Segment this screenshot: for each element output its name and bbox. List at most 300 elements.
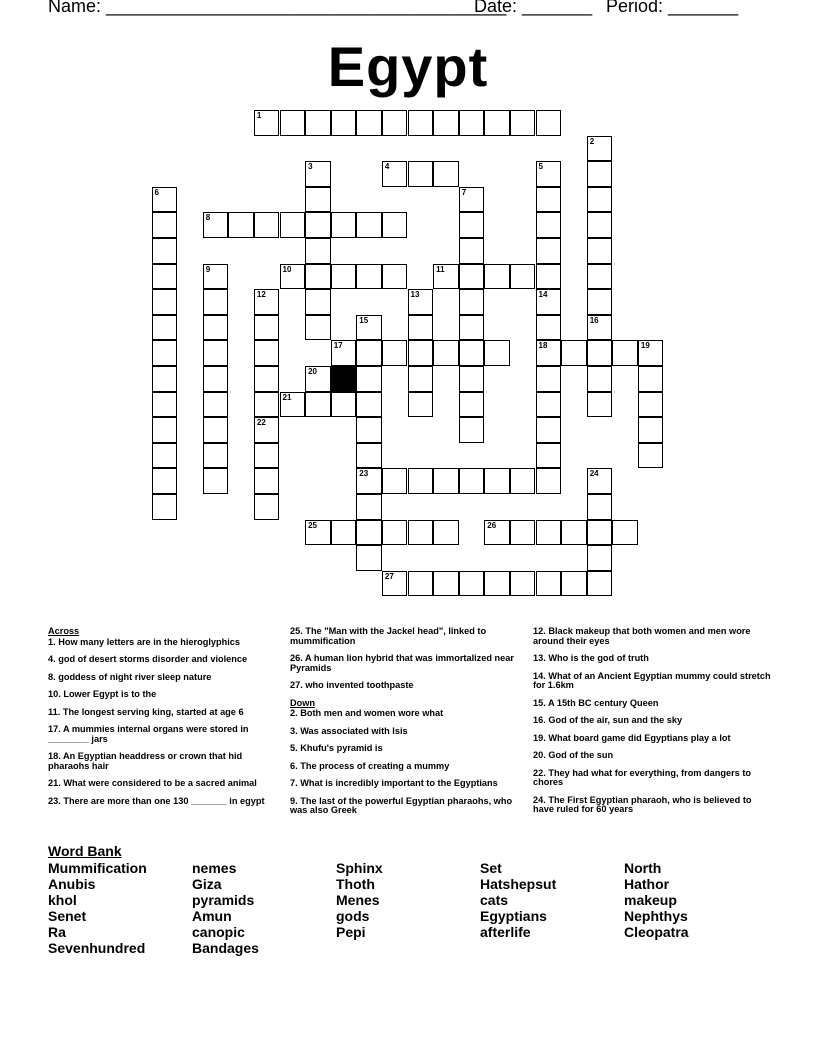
grid-cell[interactable] — [152, 289, 178, 315]
clue-number: 3 — [308, 162, 313, 172]
grid-cell[interactable] — [203, 315, 229, 341]
clue-number: 24 — [589, 469, 599, 479]
grid-cell[interactable] — [484, 264, 510, 290]
grid-cell[interactable] — [152, 315, 178, 341]
grid-cell[interactable] — [459, 110, 485, 136]
down-clue — [290, 709, 528, 719]
grid-cell[interactable] — [638, 443, 664, 469]
down-clues-b — [533, 627, 771, 815]
down-clue — [533, 699, 771, 709]
grid-cell[interactable] — [536, 264, 562, 290]
clue-number: 11 — [436, 264, 445, 274]
clue-number: 7. — [290, 778, 301, 788]
clue-number: 25. — [290, 626, 306, 636]
grid-cell[interactable] — [305, 187, 331, 213]
word-bank-column — [480, 860, 556, 940]
grid-cell[interactable] — [484, 110, 510, 136]
clue-number: 2. — [290, 708, 301, 718]
clue-number: 19. — [533, 732, 549, 743]
word-bank-column — [336, 860, 383, 940]
down-clue — [533, 734, 771, 744]
across-clues-b — [290, 627, 528, 691]
clue-number: 8 — [205, 213, 211, 223]
down-clue — [533, 627, 771, 646]
grid-cell[interactable] — [356, 468, 382, 494]
clue-number: 10. — [48, 689, 64, 699]
grid-cell[interactable] — [459, 264, 485, 290]
grid-cell[interactable] — [510, 520, 536, 546]
clue-number: 3. — [290, 725, 301, 736]
grid-cell[interactable] — [356, 264, 382, 290]
clue-number: 25 — [308, 520, 317, 530]
grid-cell[interactable] — [305, 366, 331, 392]
grid-cell[interactable] — [510, 571, 536, 597]
clue-number: 22. — [533, 767, 549, 778]
clue-number: 11. — [48, 706, 63, 717]
clue-number: 9 — [205, 264, 211, 274]
down-clue — [290, 762, 528, 772]
grid-cell[interactable] — [382, 520, 408, 546]
clue-number: 4. — [48, 654, 59, 664]
grid-cell[interactable] — [152, 468, 178, 494]
grid-cell[interactable] — [408, 340, 434, 366]
clue-text: Khufu's pyramid is — [300, 743, 383, 753]
grid-cell[interactable] — [305, 212, 331, 238]
grid-cell[interactable] — [254, 110, 280, 136]
clue-text: god of desert storms disorder and violence — [58, 654, 248, 664]
clue-number: 13 — [410, 290, 420, 300]
clue-number: 16 — [589, 315, 599, 325]
clue-number: 18. — [48, 751, 63, 761]
clue-text: They had what for everything, from dangers to chores — [533, 767, 751, 787]
grid-cell[interactable] — [331, 110, 357, 136]
grid-cell[interactable] — [305, 110, 331, 136]
down-clues-a — [290, 709, 528, 816]
grid-cell[interactable] — [484, 468, 510, 494]
word-bank-word: Senet — [48, 908, 87, 924]
clue-number: 23 — [359, 469, 369, 479]
grid-cell[interactable] — [510, 468, 536, 494]
across-clue — [48, 638, 286, 648]
word-bank-word: Cleopatra — [624, 924, 689, 940]
grid-cell[interactable] — [356, 520, 382, 546]
grid-cell[interactable] — [356, 494, 382, 520]
black-cell — [331, 366, 357, 392]
grid-cell[interactable] — [587, 264, 613, 290]
grid-cell[interactable] — [536, 571, 562, 597]
grid-cell[interactable] — [408, 161, 434, 187]
grid-cell[interactable] — [228, 212, 254, 238]
clue-text: How many letters are in the hieroglyphics — [58, 636, 240, 647]
date-field[interactable]: Date: _______ — [474, 0, 593, 16]
grid-cell[interactable] — [587, 136, 613, 162]
grid-cell[interactable] — [356, 110, 382, 136]
grid-cell[interactable] — [408, 571, 434, 597]
grid-cell[interactable] — [587, 315, 613, 341]
grid-cell[interactable] — [382, 110, 408, 136]
grid-cell[interactable] — [612, 520, 638, 546]
grid-cell[interactable] — [152, 264, 178, 290]
clue-number: 12 — [256, 290, 266, 300]
grid-cell[interactable] — [305, 238, 331, 264]
grid-cell[interactable] — [305, 264, 331, 290]
grid-cell[interactable] — [280, 212, 306, 238]
clue-text: God of the sun — [548, 750, 614, 760]
grid-cell[interactable] — [331, 392, 357, 418]
word-bank-word: Hathor — [624, 876, 670, 892]
clue-text: What is incredibly important to the Egyptians — [300, 778, 498, 788]
down-clue — [533, 769, 771, 788]
down-heading: Down — [290, 697, 316, 708]
grid-cell[interactable] — [254, 315, 280, 341]
clue-number: 9. — [290, 795, 301, 806]
clue-text: A human lion hybrid that was immortalized near Pyramids — [290, 653, 514, 673]
clue-column-3 — [533, 627, 771, 823]
word-bank-word: cats — [480, 892, 509, 908]
clue-text: Lower Egypt is to the — [63, 689, 157, 699]
grid-cell[interactable] — [536, 340, 562, 366]
grid-cell[interactable] — [254, 392, 280, 418]
grid-cell[interactable] — [587, 494, 613, 520]
clue-number: 18 — [538, 341, 548, 351]
clue-column-1 — [48, 627, 286, 814]
down-clue — [533, 672, 771, 691]
clue-number: 23. — [48, 795, 64, 806]
word-bank-word: Pepi — [336, 924, 366, 940]
grid-cell[interactable] — [587, 520, 613, 546]
grid-cell[interactable] — [152, 187, 178, 213]
grid-cell[interactable] — [382, 161, 408, 187]
word-bank-word: Anubis — [48, 876, 96, 892]
grid-cell[interactable] — [331, 264, 357, 290]
word-bank-word: Hatshepsut — [480, 876, 557, 892]
grid-cell[interactable] — [587, 571, 613, 597]
grid-cell[interactable] — [433, 110, 459, 136]
grid-cell[interactable] — [459, 468, 485, 494]
word-bank-word: Bandages — [192, 940, 259, 956]
grid-cell[interactable] — [459, 289, 485, 315]
grid-cell[interactable] — [638, 366, 664, 392]
grid-cell[interactable] — [536, 366, 562, 392]
down-clue — [533, 716, 771, 726]
grid-cell[interactable] — [152, 212, 178, 238]
grid-cell[interactable] — [254, 289, 280, 315]
grid-cell[interactable] — [536, 468, 562, 494]
grid-cell[interactable] — [356, 212, 382, 238]
across-clue — [48, 779, 286, 789]
grid-cell[interactable] — [152, 443, 178, 469]
clue-text: What board game did Egyptians play a lot — [548, 732, 731, 743]
grid-cell[interactable] — [510, 264, 536, 290]
grid-cell[interactable] — [305, 520, 331, 546]
clue-number: 4 — [384, 162, 390, 172]
clue-text: A 15th BC century Queen — [547, 697, 659, 708]
grid-cell[interactable] — [382, 468, 408, 494]
clue-number: 21. — [48, 778, 64, 788]
grid-cell[interactable] — [536, 110, 562, 136]
clue-number: 20 — [308, 367, 317, 376]
grid-cell[interactable] — [203, 212, 229, 238]
grid-cell[interactable] — [203, 366, 229, 392]
grid-cell[interactable] — [382, 212, 408, 238]
word-bank-word: canopic — [192, 924, 245, 940]
down-clue — [533, 796, 771, 815]
grid-cell[interactable] — [587, 340, 613, 366]
grid-cell[interactable] — [356, 545, 382, 571]
across-clue — [290, 681, 528, 691]
grid-cell[interactable] — [561, 520, 587, 546]
across-clue — [48, 752, 286, 771]
grid-cell[interactable] — [433, 571, 459, 597]
grid-cell[interactable] — [536, 187, 562, 213]
grid-cell[interactable] — [305, 315, 331, 341]
clue-text: The First Egyptian pharaoh, who is believed to have ruled for 60 years — [533, 794, 752, 814]
grid-cell[interactable] — [254, 443, 280, 469]
clue-number: 6. — [290, 760, 301, 771]
clue-number: 19 — [640, 341, 650, 351]
clue-column-2 — [290, 627, 528, 824]
grid-cell[interactable] — [433, 340, 459, 366]
grid-cell[interactable] — [459, 238, 485, 264]
grid-cell[interactable] — [408, 392, 434, 418]
grid-cell[interactable] — [587, 392, 613, 418]
grid-cell[interactable] — [408, 289, 434, 315]
grid-cell[interactable] — [203, 392, 229, 418]
grid-cell[interactable] — [356, 392, 382, 418]
clue-text: The longest serving king, started at age 6 — [62, 706, 244, 717]
grid-cell[interactable] — [459, 366, 485, 392]
grid-cell[interactable] — [408, 468, 434, 494]
grid-cell[interactable] — [408, 315, 434, 341]
grid-cell[interactable] — [484, 340, 510, 366]
word-bank-word: gods — [336, 908, 370, 924]
grid-cell[interactable] — [587, 468, 613, 494]
word-bank-word: Menes — [336, 892, 380, 908]
grid-cell[interactable] — [561, 340, 587, 366]
grid-cell[interactable] — [203, 264, 229, 290]
grid-cell[interactable] — [536, 238, 562, 264]
down-clue — [533, 654, 771, 664]
grid-cell[interactable] — [433, 161, 459, 187]
word-bank-word: Sphinx — [336, 860, 383, 876]
grid-cell[interactable] — [484, 520, 510, 546]
clue-text: Was associated with Isis — [300, 725, 408, 736]
word-bank-word: Sevenhundred — [48, 940, 146, 956]
clue-number: 12. — [533, 626, 549, 636]
clue-text: God of the air, sun and the sky — [548, 715, 683, 725]
clue-number: 26. — [290, 653, 305, 663]
grid-cell[interactable] — [331, 520, 357, 546]
clue-text: A mummies internal organs were stored in ________ jars — [48, 724, 249, 744]
grid-cell[interactable] — [203, 340, 229, 366]
grid-cell[interactable] — [433, 264, 459, 290]
grid-cell[interactable] — [408, 366, 434, 392]
clue-number: 16. — [533, 715, 549, 725]
grid-cell[interactable] — [152, 238, 178, 264]
grid-cell[interactable] — [152, 340, 178, 366]
word-bank-word: Ra — [48, 924, 66, 940]
clue-text: What were considered to be a sacred animal — [63, 778, 257, 788]
clue-number: 27. — [290, 680, 306, 690]
down-clue — [290, 744, 528, 754]
grid-cell[interactable] — [459, 212, 485, 238]
grid-cell[interactable] — [382, 571, 408, 597]
grid-cell[interactable] — [536, 417, 562, 443]
grid-cell[interactable] — [356, 443, 382, 469]
down-clue — [290, 779, 528, 789]
grid-cell[interactable] — [356, 315, 382, 341]
grid-cell[interactable] — [254, 468, 280, 494]
grid-cell[interactable] — [459, 571, 485, 597]
word-bank-word: Set — [480, 860, 502, 876]
grid-cell[interactable] — [561, 571, 587, 597]
grid-cell[interactable] — [305, 161, 331, 187]
grid-cell[interactable] — [587, 545, 613, 571]
grid-cell[interactable] — [152, 417, 178, 443]
clue-text: goddess of night river sleep nature — [58, 671, 212, 682]
clue-text: The process of creating a mummy — [300, 760, 450, 771]
clue-number: 1 — [256, 111, 262, 120]
word-bank-word: khol — [48, 892, 77, 908]
grid-cell[interactable] — [587, 212, 613, 238]
across-clue — [48, 708, 286, 718]
word-bank-word: Amun — [192, 908, 232, 924]
clue-number: 24. — [533, 794, 549, 805]
word-bank-column — [624, 860, 689, 940]
across-heading: Across — [48, 626, 80, 636]
grid-cell[interactable] — [612, 340, 638, 366]
grid-cell[interactable] — [203, 417, 229, 443]
grid-cell[interactable] — [280, 392, 306, 418]
clue-number: 14. — [533, 670, 549, 681]
word-bank-word: Nephthys — [624, 908, 688, 924]
grid-cell[interactable] — [536, 392, 562, 418]
grid-cell[interactable] — [638, 340, 664, 366]
word-bank-word: makeup — [624, 892, 677, 908]
grid-cell[interactable] — [280, 110, 306, 136]
across-clue — [48, 725, 286, 744]
grid-cell[interactable] — [459, 340, 485, 366]
grid-cell[interactable] — [459, 315, 485, 341]
grid-cell[interactable] — [638, 392, 664, 418]
grid-cell[interactable] — [536, 443, 562, 469]
word-bank-word: North — [624, 860, 662, 876]
clue-number: 2 — [589, 136, 595, 146]
clue-number: 27 — [384, 571, 394, 581]
across-clue — [48, 673, 286, 683]
clue-text: Black makeup that both women and men wore around their eyes — [533, 626, 751, 646]
grid-cell[interactable] — [356, 417, 382, 443]
grid-cell[interactable] — [459, 417, 485, 443]
clue-number: 20. — [533, 750, 549, 760]
grid-cell[interactable] — [587, 238, 613, 264]
clue-number: 21 — [282, 392, 292, 402]
word-bank-word: Egyptians — [480, 908, 547, 924]
grid-cell[interactable] — [254, 366, 280, 392]
grid-cell[interactable] — [484, 571, 510, 597]
grid-cell[interactable] — [536, 161, 562, 187]
clue-text: The last of the powerful Egyptian pharaohs, who was also Greek — [290, 795, 513, 815]
word-bank-word: Mummification — [48, 860, 147, 876]
across-clue — [48, 797, 286, 807]
clue-text: Who is the god of truth — [548, 653, 649, 663]
down-clue — [290, 797, 528, 816]
clue-number: 10 — [282, 264, 292, 274]
across-clue — [48, 655, 286, 665]
grid-cell[interactable] — [587, 187, 613, 213]
grid-cell[interactable] — [203, 289, 229, 315]
name-field[interactable]: Name: ________________________________________ — [48, 0, 507, 16]
clue-number: 17. — [48, 724, 63, 734]
grid-cell[interactable] — [536, 289, 562, 315]
clue-number: 7 — [461, 187, 467, 197]
grid-cell[interactable] — [459, 392, 485, 418]
clue-text: What of an Ancient Egyptian mummy could stretch for 1.6km — [533, 670, 771, 690]
grid-cell[interactable] — [433, 468, 459, 494]
grid-cell[interactable] — [638, 417, 664, 443]
grid-cell[interactable] — [331, 212, 357, 238]
word-bank-word: nemes — [192, 860, 237, 876]
grid-cell[interactable] — [152, 494, 178, 520]
grid-cell[interactable] — [536, 315, 562, 341]
grid-cell[interactable] — [280, 264, 306, 290]
clue-number: 1. — [48, 636, 59, 647]
grid-cell[interactable] — [408, 520, 434, 546]
clue-number: 15. — [533, 697, 548, 708]
grid-cell[interactable] — [305, 289, 331, 315]
grid-cell[interactable] — [203, 443, 229, 469]
clue-number: 14 — [538, 290, 548, 300]
period-field[interactable]: Period: _______ — [606, 0, 739, 16]
grid-cell[interactable] — [254, 340, 280, 366]
clue-number: 6 — [154, 187, 159, 197]
word-bank-word: Thoth — [336, 876, 375, 892]
clue-text: The "Man with the Jackel head", linked to mummification — [290, 626, 487, 646]
grid-cell[interactable] — [331, 340, 357, 366]
grid-cell[interactable] — [536, 520, 562, 546]
grid-cell[interactable] — [587, 161, 613, 187]
grid-cell[interactable] — [356, 366, 382, 392]
grid-cell[interactable] — [510, 110, 536, 136]
grid-cell[interactable] — [382, 264, 408, 290]
down-clue — [290, 727, 528, 737]
grid-cell[interactable] — [254, 494, 280, 520]
grid-cell[interactable] — [587, 366, 613, 392]
grid-cell[interactable] — [382, 340, 408, 366]
clue-text: Both men and women wore what — [300, 708, 444, 718]
grid-cell[interactable] — [536, 212, 562, 238]
grid-cell[interactable] — [408, 110, 434, 136]
clue-number: 15 — [359, 315, 369, 325]
grid-cell[interactable] — [587, 289, 613, 315]
page-title: Egypt — [327, 35, 489, 98]
grid-cell[interactable] — [254, 417, 280, 443]
clue-number: 17 — [333, 341, 343, 351]
grid-cell[interactable] — [305, 392, 331, 418]
grid-cell[interactable] — [356, 340, 382, 366]
grid-cell[interactable] — [152, 392, 178, 418]
grid-cell[interactable] — [459, 187, 485, 213]
clue-number: 5. — [290, 743, 301, 753]
across-clue — [290, 654, 528, 673]
clue-text: An Egyptian headdress or crown that hid pharaohs hair — [48, 751, 243, 771]
word-bank-column — [48, 860, 147, 956]
grid-cell[interactable] — [254, 212, 280, 238]
grid-cell[interactable] — [433, 520, 459, 546]
clue-text: There are more than one 130 _______ in egypt — [63, 795, 265, 806]
grid-cell[interactable] — [152, 366, 178, 392]
grid-cell[interactable] — [203, 468, 229, 494]
